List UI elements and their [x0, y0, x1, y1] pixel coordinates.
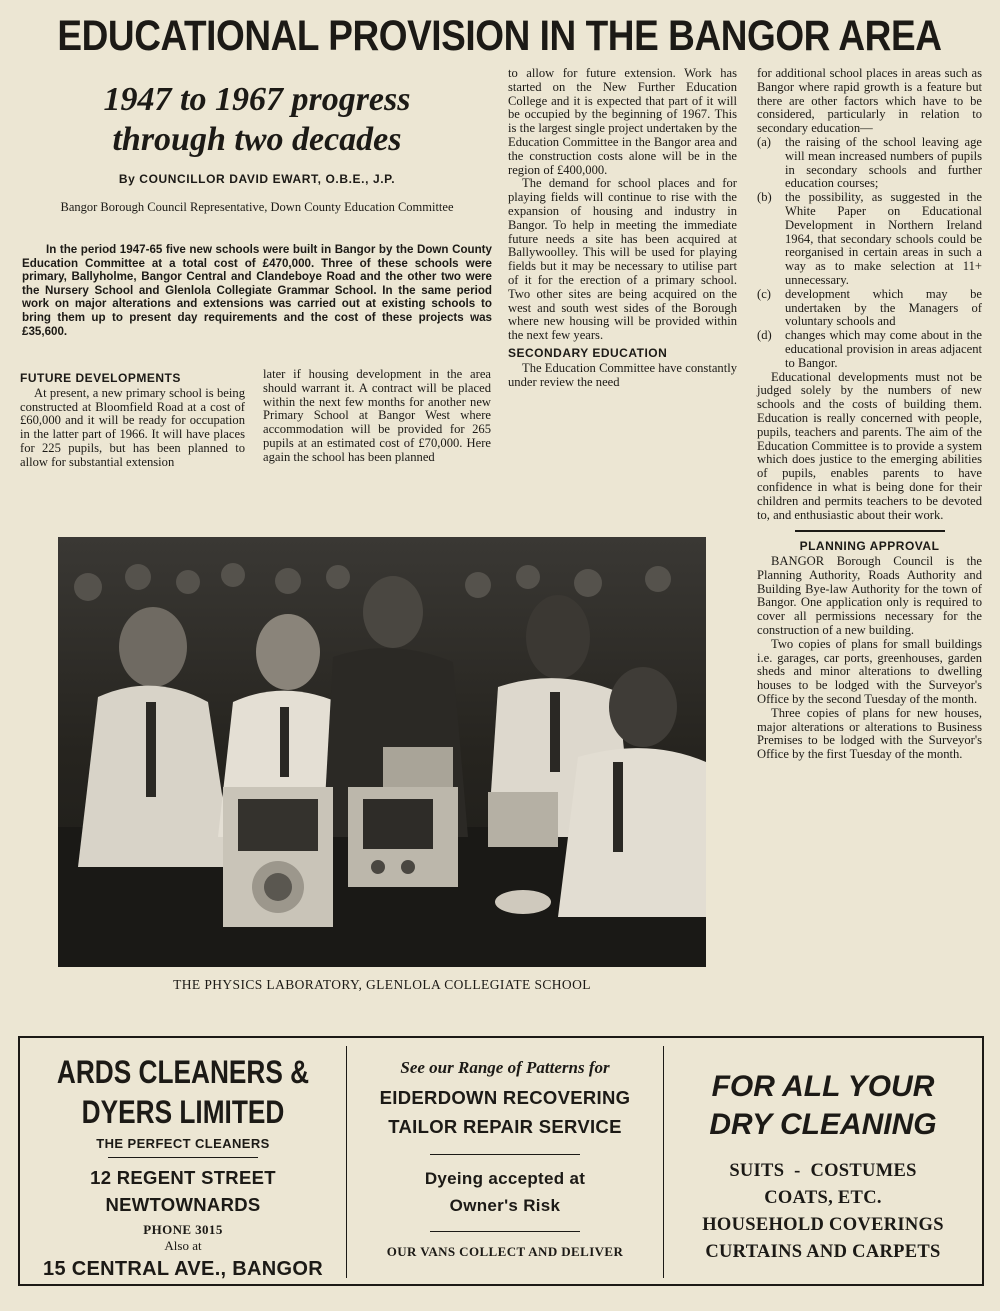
ad-divider-line	[108, 1157, 258, 1158]
service-eiderdown: EIDERDOWN RECOVERING	[379, 1087, 631, 1108]
patterns-intro: See our Range of Patterns for	[400, 1058, 610, 1077]
ad-middle-column	[347, 1038, 663, 1284]
paragraph: to allow for future extension. Work has started on the New Further Education College and it is expected that part of it will be occupied by the beginning of 1967. This is the largest single project undertaken by the Education Committee in the Bangor area and the construction costs alone will be in the region of £400,000.	[508, 66, 737, 177]
ad-divider-line	[430, 1154, 580, 1155]
also-at-label: Also at	[164, 1238, 202, 1253]
section-divider	[795, 530, 945, 532]
subheading-line-2: through two decades	[112, 121, 402, 158]
items-curtains-carpets: CURTAINS AND CARPETS	[705, 1242, 941, 1262]
service-tailor: TAILOR REPAIR SERVICE	[388, 1116, 622, 1137]
considerations-list	[757, 136, 982, 371]
list-item-text: the possibility, as suggested in the White Paper on Educational Development in Northern Ireland 1964, that secondary schools could be reorganised in certain areas in such a way as to make selection at 11+ unnecessary.	[785, 190, 982, 287]
physics-laboratory-photo	[58, 537, 706, 967]
company-tagline: THE PERFECT CLEANERS	[96, 1136, 270, 1151]
phone-number: PHONE 3015	[143, 1222, 223, 1237]
address-line-2: NEWTOWNARDS	[105, 1194, 261, 1215]
paragraph: later if housing development in the area should warrant it. A contract will be placed within the next few months for another new Primary School at Bangor West where accommodation will be provided for 265 pupils at an estimated cost of £70,000. Here again the school has been planned	[263, 367, 491, 464]
paragraph: for additional school places in areas such as Bangor where rapid growth is a feature but there are other factors which have to be considered, particularly in relation to secondary education—	[757, 66, 982, 136]
article-column-4	[757, 67, 982, 762]
list-item-text: development which may be undertaken by the Managers of voluntary schools and	[785, 286, 982, 329]
article-column-2	[263, 368, 491, 465]
section-heading-planning-approval: PLANNING APPROVAL	[799, 539, 940, 554]
dyeing-note-line-1: Dyeing accepted at	[424, 1169, 586, 1188]
section-heading-future-developments: FUTURE DEVELOPMENTS	[20, 371, 181, 385]
list-item-label: (c)	[757, 286, 771, 301]
list-item	[757, 191, 982, 288]
list-item-text: the raising of the school leaving age will mean increased numbers of pupils in secondary schools and further education courses;	[785, 134, 982, 191]
paragraph: The demand for school places and for playing fields will continue to rise with the expansion of housing and industry in Bangor. To help in meeting the immediate future needs a site has been acquired at Ballywoolley. This will be used for playing fields but it may be necessary to utilise part of it for the erection of a primary school. Two other sites are being acquired on the west and south west sides of the Borough where new housing will be provided within the next few years.	[508, 176, 737, 343]
article-column-1	[20, 368, 245, 470]
dry-cleaning-line-2: DRY CLEANING	[709, 1108, 937, 1141]
paragraph: Three copies of plans for new houses, major alterations or alterations to Business Premises to be lodged with the Surveyor's Office by the first Tuesday of the month.	[757, 705, 982, 762]
address-line-3: 15 CENTRAL AVE., BANGOR	[43, 1258, 323, 1280]
dyeing-note-line-2: Owner's Risk	[449, 1196, 561, 1215]
article-column-3	[508, 67, 737, 389]
photo-illustration	[58, 537, 706, 967]
items-household-coverings: HOUSEHOLD COVERINGS	[702, 1215, 944, 1235]
subheading-line-1: 1947 to 1967 progress	[103, 81, 411, 118]
list-item-label: (a)	[757, 134, 771, 149]
list-item	[757, 288, 982, 329]
ad-right-column	[664, 1038, 982, 1284]
list-item	[757, 136, 982, 191]
subheading	[22, 80, 492, 160]
items-suits-costumes: SUITS - COSTUMES	[729, 1161, 917, 1181]
paragraph: Educational developments must not be judged solely by the numbers of new schools and the costs of building them. Education is really concerned with people, pupils, teachers and parents. The aim of the Education Committee is to provide a system which does justice to the emerging abilities of pupils, enables parents to have confidence in what is being done for their children and permits teachers to be devoted to, and enthusiastic about their work.	[757, 369, 982, 522]
list-item-label: (d)	[757, 328, 772, 343]
paragraph: BANGOR Borough Council is the Planning Authority, Roads Authority and Building Bye-law Authority for the town of Bangor. One application only is required to cover all permissions necessary for the construction of a new building.	[757, 554, 982, 638]
ad-left-column	[20, 1038, 346, 1284]
paragraph: Two copies of plans for small buildings i.e. garages, car ports, greenhouses, garden sheds and minor alterations to dwelling houses to be lodged with the Surveyor's Office by the second Tuesday of the month.	[757, 636, 982, 707]
intro-paragraph: In the period 1947-65 five new schools were built in Bangor by the Down County Education Committee at a total cost of £470,000. Three of these schools were primary, Ballyholme, Bangor Central and Clandeboye Road and the other two were the Nursery School and Glenlola Collegiate Grammar School. In the same period work on major alterations and extensions was carried out at existing schools to bring them up to present day requirements and the cost of these projects was £35,600.	[22, 243, 492, 338]
paragraph: The Education Committee have constantly under review the need	[508, 360, 737, 389]
list-item	[757, 329, 982, 370]
address-line-1: 12 REGENT STREET	[90, 1167, 276, 1188]
company-name-line-1: ARDS CLEANERS &	[56, 1054, 310, 1090]
byline: By COUNCILLOR DAVID EWART, O.B.E., J.P.	[118, 172, 396, 186]
items-coats: COATS, ETC.	[764, 1188, 882, 1208]
list-item-label: (b)	[757, 190, 772, 205]
cleaners-advertisement	[18, 1036, 984, 1286]
headline: EDUCATIONAL PROVISION IN THE BANGOR AREA	[57, 12, 942, 60]
list-item-text: changes which may come about in the educational provision in areas adjacent to Bangor.	[785, 328, 982, 370]
paragraph: At present, a new primary school is being constructed at Bloomfield Road at a cost of £60,000 and it will be ready for occupation in the latter part of 1966. It will have places for 225 pupils, but has been planned to allow for substantial extension	[20, 385, 245, 469]
vans-note: OUR VANS COLLECT AND DELIVER	[386, 1244, 624, 1259]
photo-caption: THE PHYSICS LABORATORY, GLENLOLA COLLEGIATE SCHOOL	[173, 977, 591, 992]
author-affiliation: Bangor Borough Council Representative, Down County Education Committee	[60, 200, 454, 214]
company-name-line-2: DYERS LIMITED	[81, 1094, 285, 1130]
dry-cleaning-line-1: FOR ALL YOUR	[711, 1070, 935, 1103]
section-heading-secondary-education: SECONDARY EDUCATION	[508, 345, 668, 360]
ad-divider-line	[430, 1231, 580, 1232]
